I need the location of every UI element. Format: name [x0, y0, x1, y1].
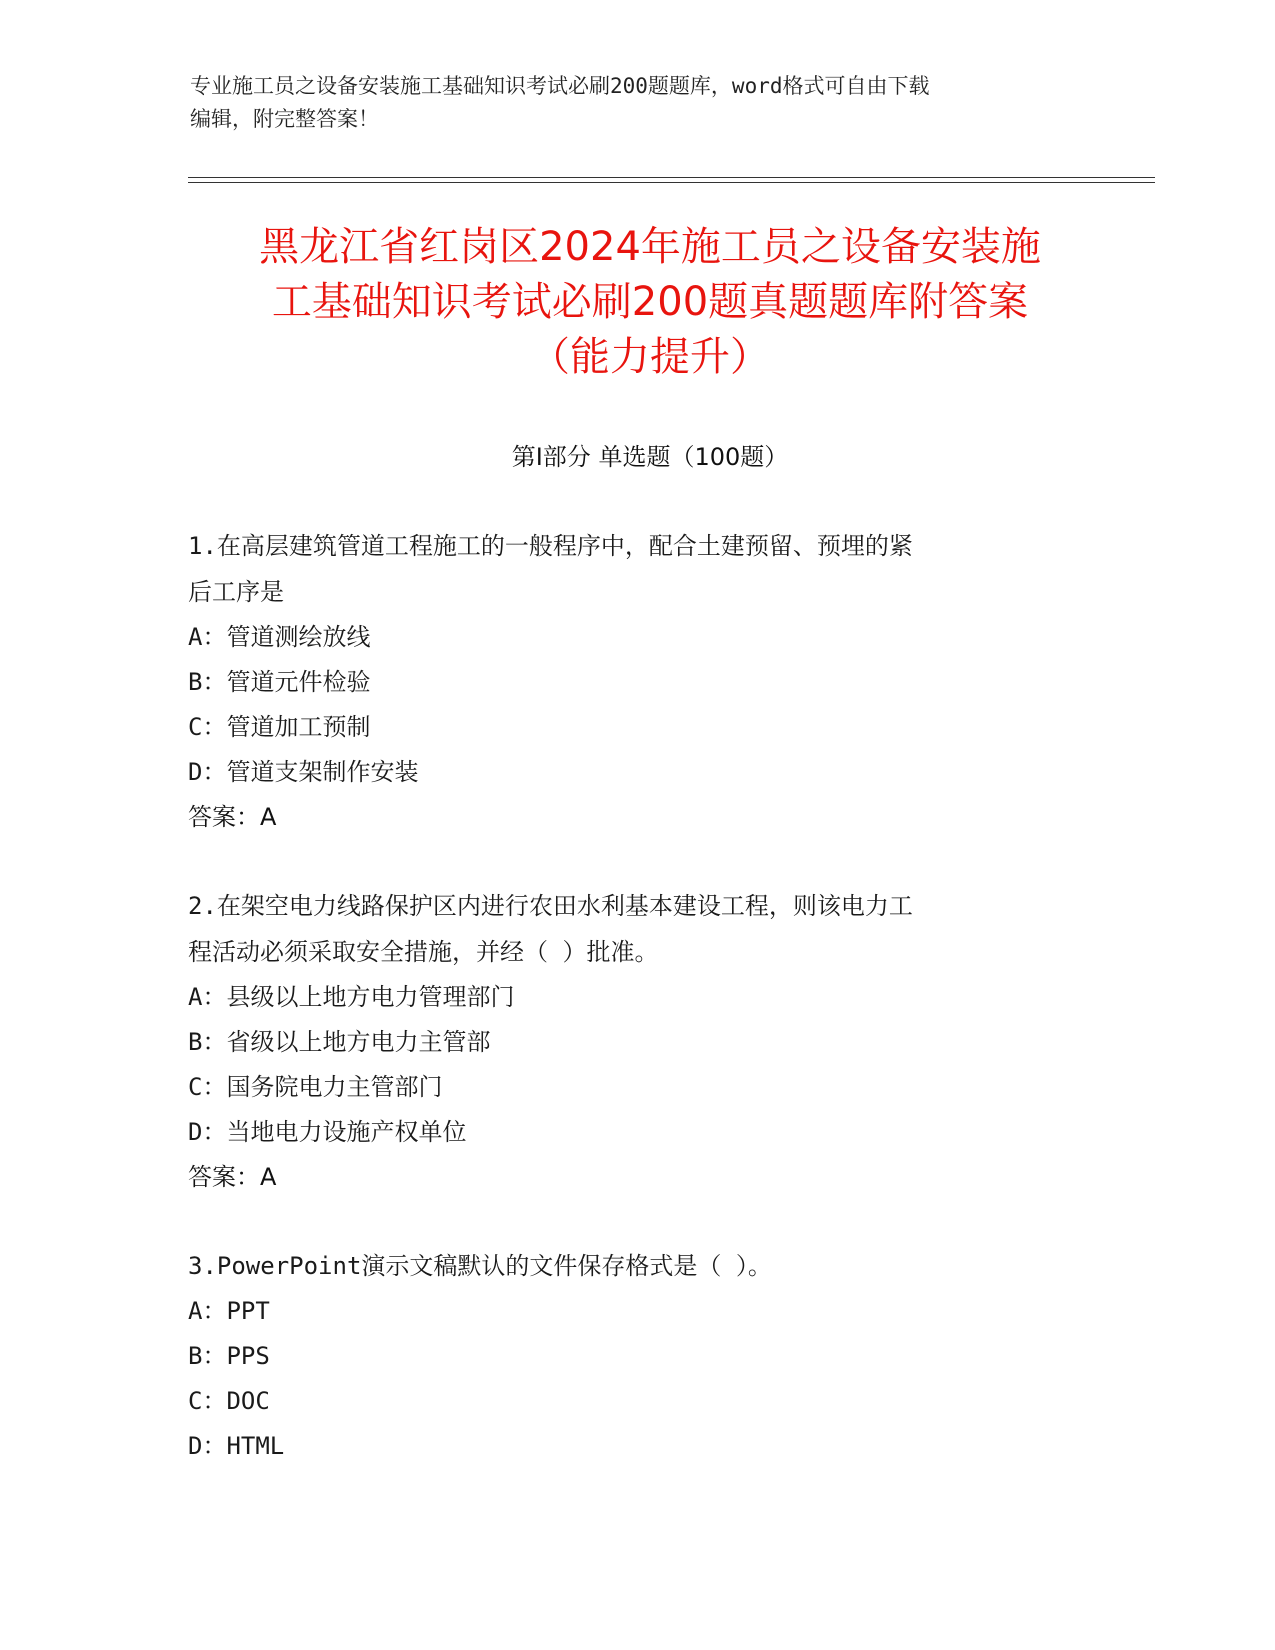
- header-divider-top: [188, 177, 1155, 178]
- title-line-3: （能力提升）: [530, 334, 770, 380]
- question-1: [188, 523, 1088, 840]
- question-stem-continued: 程活动必须采取安全措施，并经（ ）批准。: [188, 938, 659, 966]
- title-line-2: 工基础知识考试必刷200题真题题库附答案: [271, 279, 1029, 325]
- option-d: D：HTML: [188, 1432, 285, 1460]
- question-list: [188, 523, 1088, 1512]
- header-note-line-1: 专业施工员之设备安装施工基础知识考试必刷200题题库，word格式可自由下载: [190, 74, 930, 98]
- option-c: C：管道加工预制: [188, 713, 371, 741]
- question-2: [188, 883, 1088, 1200]
- section-heading: 第I部分 单选题（100题）: [511, 443, 789, 471]
- document-title: [150, 220, 1150, 385]
- question-stem: 1.在高层建筑管道工程施工的一般程序中，配合土建预留、预埋的紧: [188, 532, 913, 560]
- option-a: A：县级以上地方电力管理部门: [188, 983, 515, 1011]
- header-divider-bottom: [188, 182, 1155, 183]
- header-note-line-2: 编辑，附完整答案！: [190, 107, 379, 131]
- option-a: A：管道测绘放线: [188, 623, 371, 651]
- question-3: [188, 1243, 1088, 1469]
- option-c: C：国务院电力主管部门: [188, 1073, 443, 1101]
- answer: 答案：A: [188, 803, 277, 831]
- option-b: B：管道元件检验: [188, 668, 371, 696]
- header-note: [190, 70, 1090, 136]
- answer: 答案：A: [188, 1163, 277, 1191]
- question-stem: 3.PowerPoint演示文稿默认的文件保存格式是（ ）。: [188, 1252, 772, 1280]
- option-a: A：PPT: [188, 1297, 270, 1325]
- option-b: B：PPS: [188, 1342, 270, 1370]
- question-stem-continued: 后工序是: [188, 578, 284, 606]
- title-line-1: 黑龙江省红岗区2024年施工员之设备安装施: [259, 224, 1041, 270]
- option-d: D：当地电力设施产权单位: [188, 1118, 467, 1146]
- option-b: B：省级以上地方电力主管部: [188, 1028, 491, 1056]
- option-d: D：管道支架制作安装: [188, 758, 419, 786]
- option-c: C：DOC: [188, 1387, 270, 1415]
- question-stem: 2.在架空电力线路保护区内进行农田水利基本建设工程，则该电力工: [188, 892, 913, 920]
